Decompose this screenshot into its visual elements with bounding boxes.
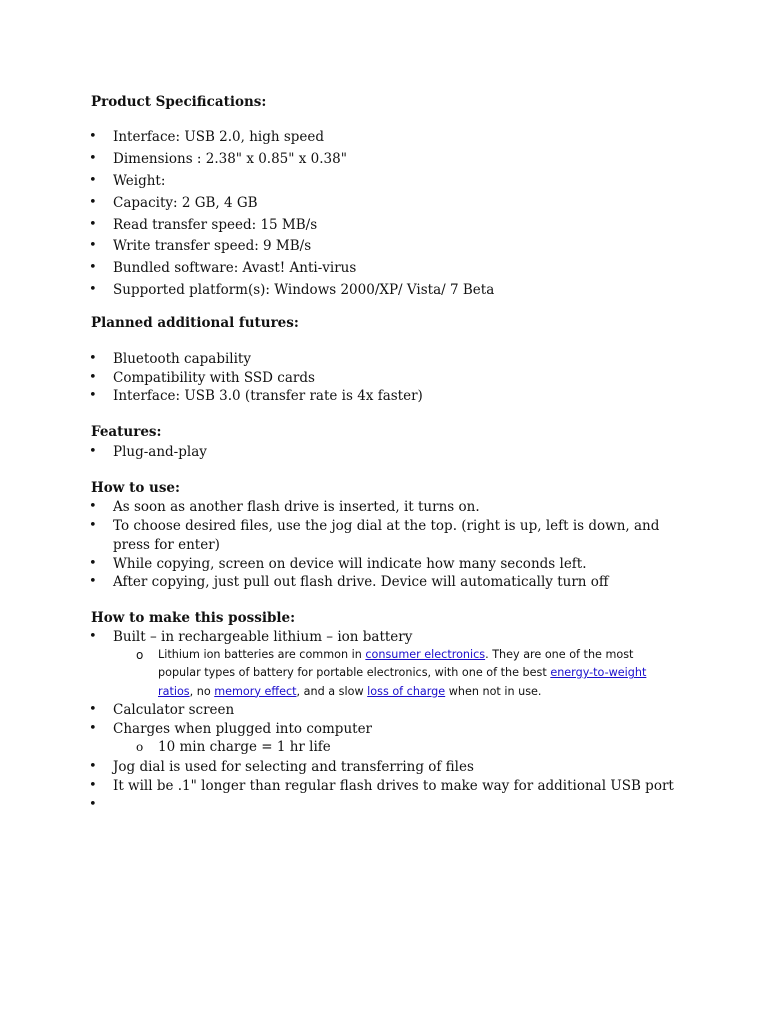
list-item: • Capacity: 2 GB, 4 GB [89,195,258,211]
list-item: • Jog dial is used for selecting and transferring of files [89,759,474,775]
charge-note: o 10 min charge = 1 hr life [136,739,331,755]
loss-of-charge-link[interactable]: loss of charge [367,684,446,698]
list-item: • Charges when plugged into computer [89,721,373,737]
battery-note: o Lithium ion batteries are common in consumer electronics. They are one of the most popular types of battery for portable electronics, with one of the best energy-to-weight ratios, no memory effect, and a slow loss of charge when not in use. [136,648,647,698]
list-item: • Bluetooth capability [89,351,251,367]
list-item: • Calculator screen [89,702,235,718]
possible-heading: How to make this possible: [91,610,296,626]
list-item: • Interface: USB 2.0, high speed [89,129,325,145]
list-item: • To choose desired files, use the jog dial at the top. (right is up, left is down, and press for enter) [89,518,660,553]
list-item: • Supported platform(s): Windows 2000/XP/ Vista/ 7 Beta [89,282,495,298]
list-item: • Compatibility with SSD cards [89,370,315,386]
list-item: • After copying, just pull out flash drive. Device will automatically turn off [89,574,609,590]
list-item: • Interface: USB 3.0 (transfer rate is 4x faster) [89,388,423,404]
consumer-electronics-link[interactable]: consumer electronics [365,648,486,661]
list-item: • It will be .1" longer than regular flash drives to make way for additional USB port [89,778,674,794]
list-item: • While copying, screen on device will indicate how many seconds left. [89,556,587,572]
list-item: • Weight: [89,173,166,189]
list-item: • Read transfer speed: 15 MB/s [89,217,318,233]
planned-heading: Planned additional futures: [91,315,299,331]
memory-effect-link[interactable]: memory effect [214,684,297,698]
specs-heading: Product Specifications: [91,94,267,110]
energy-to-weight-link[interactable]: energy-to-weight ratios [158,666,647,698]
list-item: • Built – in rechargeable lithium – ion battery [89,629,413,645]
list-item: • Plug-and-play [89,444,207,460]
list-item: • Write transfer speed: 9 MB/s [89,238,312,254]
document-page: Product Specifications: • Interface: USB 2.0, high speed • Dimensions : 2.38" x 0.85" x 0.38" • Weight: • Capacity: 2 GB, 4 GB • Read transfer speed: 15 MB/s • Write transfer speed: 9 MB/s • Bundled software: Avast! Anti-virus • Supported platform(s): Windows 2000/XP/ Vista/ 7 Beta Planned additional futures: • Bluetooth capability • Compatibility with SSD cards • Interface: USB 3.0 (transfer rate is 4x faster) Features: • Plug-and-play How to use: • As soon as another flash drive is inserted, it turns on. • To choose desired files, use the jog dial at the top. (right is up, left is down, and press for enter) • While copying, screen on device will indicate how many seconds left. • After copying, just pull out flash drive. Device will automatically turn off How to make this possible: • Built – in rechargeable lithium – ion battery o Lithium ion batteries are common in consumer electronics. They are one of the most popular types of battery for portable electronics, with one of the best energy-to-weight ratios, no memory effect, and a slow loss of charge when not in use. • Calculator screen • Charges when plugged into computer o 10 min charge = 1 hr life • Jog dial is used for selecting and transferring of files • It will be .1" longer than regular flash drives to make way for additional USB port • [0,0,768,1024]
howto-heading: How to use: [91,480,181,496]
features-heading: Features: [91,424,162,440]
list-item: • Dimensions : 2.38" x 0.85" x 0.38" [89,151,347,167]
list-item: • Bundled software: Avast! Anti-virus [89,260,357,276]
list-item: • As soon as another flash drive is inserted, it turns on. [89,499,480,515]
